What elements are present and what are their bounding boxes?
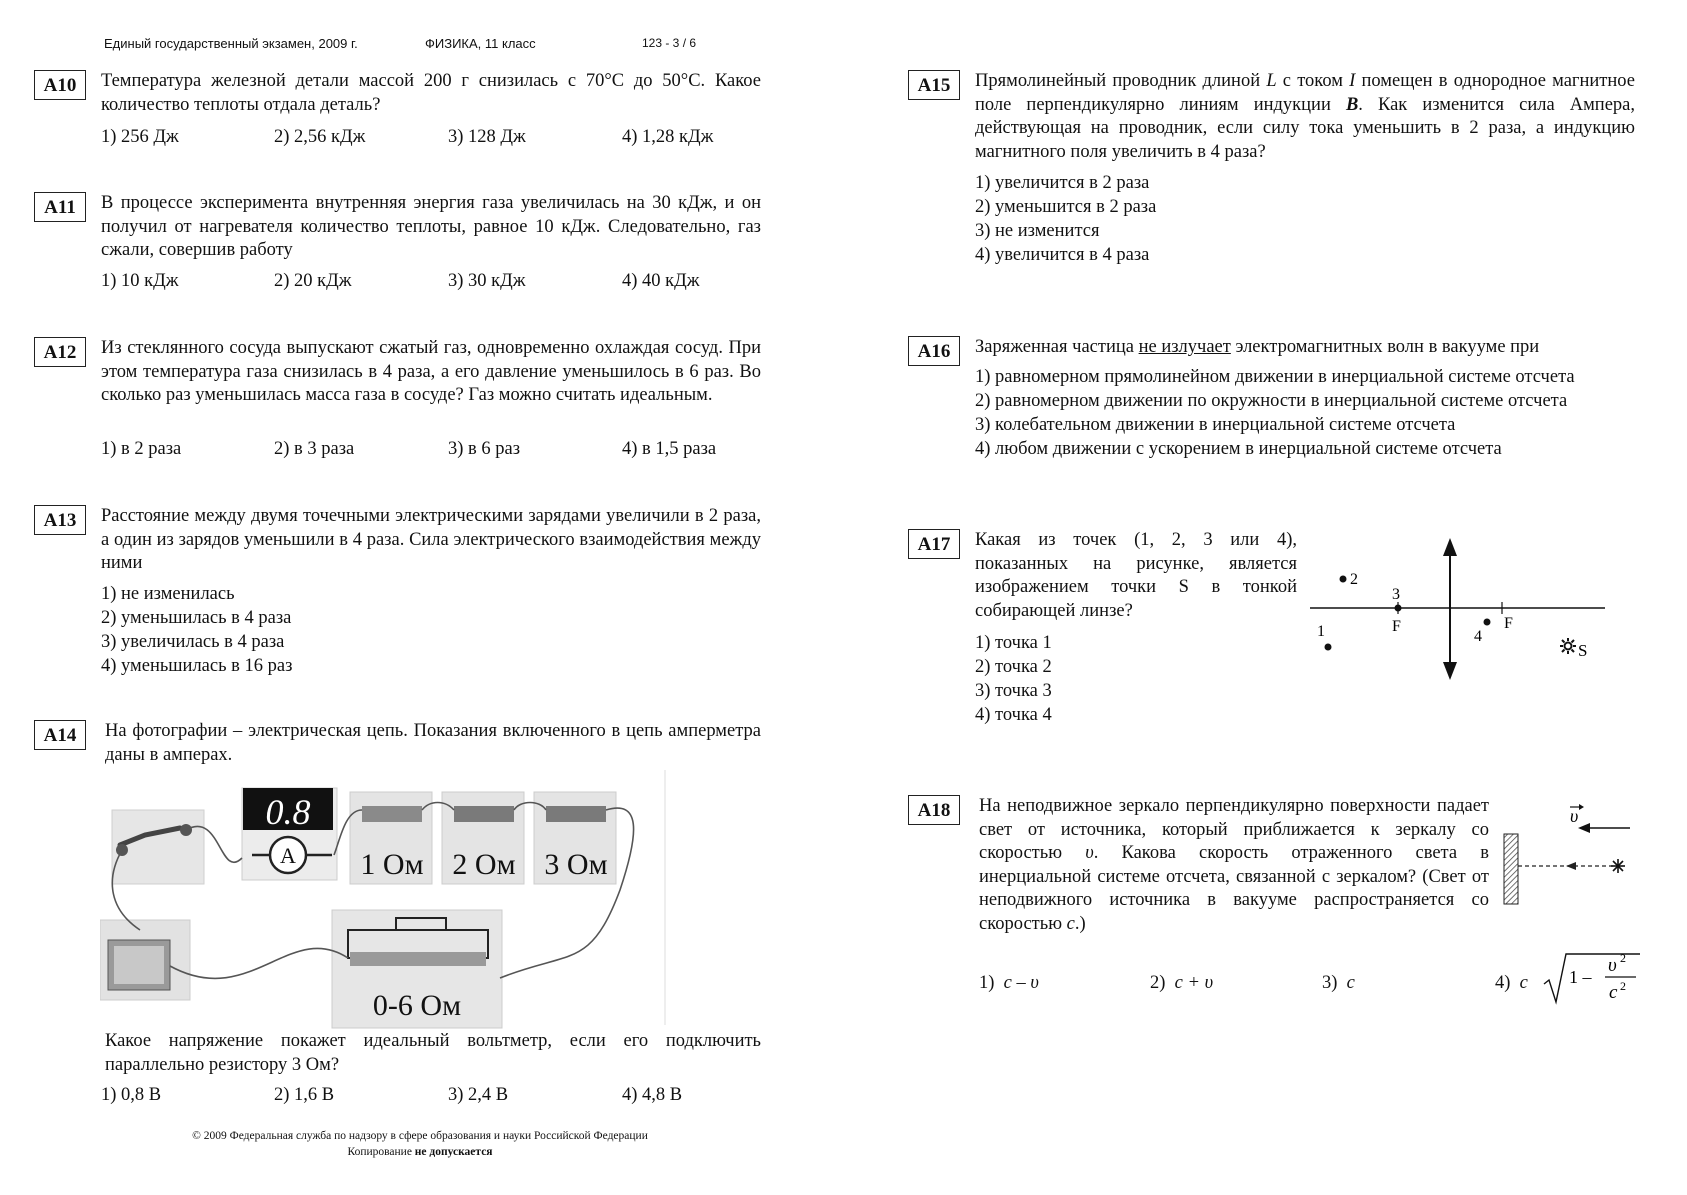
resistor-3 <box>546 806 606 822</box>
resistor-label-2: 2 Ом <box>452 848 516 881</box>
point-4 <box>1484 619 1491 626</box>
question-text-a16: Заряженная частица не излучает электромагнитных волн в вакууме при <box>975 337 1540 357</box>
velocity-arrowhead <box>1578 823 1590 833</box>
answer-a15-2[interactable]: 2) уменьшится в 2 раза <box>975 197 1157 217</box>
resistor-label-1: 1 Ом <box>360 848 424 881</box>
question-label-a10: A10 <box>34 70 86 100</box>
question-label-a14: A14 <box>34 720 86 750</box>
sqrt-formula <box>1542 948 1642 1006</box>
answer-a12-1[interactable]: 1) в 2 раза <box>101 439 182 459</box>
question-label-a16: A16 <box>908 336 960 366</box>
question-label-a11: A11 <box>34 192 86 222</box>
mirror-diagram <box>1496 800 1636 912</box>
page-code: 123 - 3 / 6 <box>642 36 697 50</box>
resistor-1 <box>362 806 422 822</box>
velocity-label: υ <box>1570 806 1579 826</box>
focus-right-label: F <box>1504 615 1513 632</box>
answer-a14-4[interactable]: 4) 4,8 В <box>622 1085 683 1105</box>
answer-a18-3[interactable]: 3) c <box>1322 973 1355 993</box>
answer-a10-4[interactable]: 4) 1,28 кДж <box>622 127 714 147</box>
answer-a13-3[interactable]: 3) увеличилась в 4 раза <box>101 632 285 652</box>
answer-a11-2[interactable]: 2) 20 кДж <box>274 271 352 291</box>
sqrt-denominator-exp: 2 <box>1620 979 1626 993</box>
resistor-2 <box>454 806 514 822</box>
mirror <box>1504 834 1518 904</box>
sqrt-numerator: υ <box>1608 955 1617 976</box>
source-star-icon <box>1560 638 1576 654</box>
resistor-label-3: 3 Ом <box>544 848 608 881</box>
answer-a10-1[interactable]: 1) 256 Дж <box>101 127 179 147</box>
question-text-a17: Какая из точек (1, 2, 3 или 4), показанных на рисунке, является изображением точки S в тонкой собирающей линзе? <box>975 530 1297 621</box>
footer-copyright: © 2009 Федеральная служба по надзору в сфере образования и науки Российской Федерации <box>192 1130 648 1142</box>
answer-a10-2[interactable]: 2) 2,56 кДж <box>274 127 366 147</box>
point-3 <box>1395 605 1402 612</box>
answer-a16-3[interactable]: 3) колебательном движении в инерциальной системе отсчета <box>975 415 1456 435</box>
ammeter-reading: 0.8 <box>265 792 311 832</box>
question-label-a15: A15 <box>908 70 960 100</box>
point-3-label: 3 <box>1392 586 1400 603</box>
focus-left-label: F <box>1392 618 1401 635</box>
rheostat-coil <box>350 952 486 966</box>
answer-a14-1[interactable]: 1) 0,8 В <box>101 1085 162 1105</box>
lens-arrow-top <box>1443 538 1457 556</box>
answer-a13-4[interactable]: 4) уменьшилась в 16 раз <box>101 656 293 676</box>
question-text-a11: В процессе эксперимента внутренняя энергия газа увеличилась на 30 кДж, и он получил от нагревателя количество теплоты, равное 10 кДж. Следовательно, газ сжали, совершив работу <box>101 193 761 260</box>
footer-copy-notice: Копирование не допускается <box>347 1146 493 1158</box>
point-2-label: 2 <box>1350 571 1358 588</box>
answer-a15-3[interactable]: 3) не изменится <box>975 221 1100 241</box>
answer-a18-2[interactable]: 2) c + υ <box>1150 973 1214 993</box>
answer-a13-2[interactable]: 2) уменьшилась в 4 раза <box>101 608 292 628</box>
answer-a12-4[interactable]: 4) в 1,5 раза <box>622 439 717 459</box>
answer-a16-4[interactable]: 4) любом движении с ускорением в инерциальной системе отсчета <box>975 439 1502 459</box>
answer-a14-3[interactable]: 3) 2,4 В <box>448 1085 509 1105</box>
question-label-a12: A12 <box>34 337 86 367</box>
answer-a18-4[interactable]: 4) c <box>1495 973 1528 993</box>
point-4-label: 4 <box>1474 628 1482 645</box>
ammeter-symbol: A <box>280 843 296 868</box>
answer-a13-1[interactable]: 1) не изменилась <box>101 584 235 604</box>
answer-a12-2[interactable]: 2) в 3 раза <box>274 439 355 459</box>
answer-a17-1[interactable]: 1) точка 1 <box>975 633 1052 653</box>
point-2 <box>1340 576 1347 583</box>
exam-title: Единый государственный экзамен, 2009 г. <box>104 36 358 51</box>
question-label-a17: A17 <box>908 529 960 559</box>
answer-a18-1[interactable]: 1) c – υ <box>979 973 1039 993</box>
answer-a10-3[interactable]: 3) 128 Дж <box>448 127 526 147</box>
answer-a11-4[interactable]: 4) 40 кДж <box>622 271 700 291</box>
light-source-icon <box>1611 859 1625 873</box>
sqrt-numerator-exp: 2 <box>1620 951 1626 965</box>
point-1 <box>1325 644 1332 651</box>
answer-a15-1[interactable]: 1) увеличится в 2 раза <box>975 173 1150 193</box>
lens-diagram <box>1300 530 1620 690</box>
sqrt-one-minus: 1 – <box>1569 967 1592 987</box>
question-text-a14-2: Какое напряжение покажет идеальный вольтметр, если его подключить параллельно резистору 3 Ом? <box>105 1031 761 1075</box>
answer-a16-2[interactable]: 2) равномерном движении по окружности в инерциальной системе отсчета <box>975 391 1568 411</box>
question-text-a15: Прямолинейный проводник длиной L с током I помещен в однородное магнитное поле перпендикулярно линиям индукции B. Как изменится сила Ампера, действующая на проводник, если силу тока уменьшить в 2 раза, а индукцию магнитного поля увеличить в 4 раза? <box>975 71 1635 162</box>
point-1-label: 1 <box>1317 623 1325 640</box>
answer-a17-2[interactable]: 2) точка 2 <box>975 657 1052 677</box>
question-label-a13: A13 <box>34 505 86 535</box>
answer-a11-3[interactable]: 3) 30 кДж <box>448 271 526 291</box>
question-text-a12: Из стеклянного сосуда выпускают сжатый газ, одновременно охлаждая сосуд. При этом температура газа снизилась в 4 раза, а его давление уменьшилось в 6 раз. Во сколько раз уменьшилась масса газа в сосуде? Газ можно считать идеальным. <box>101 338 761 405</box>
ray-arrow <box>1566 862 1576 870</box>
question-text-a10: Температура железной детали массой 200 г снизилась с 70°C до 50°C. Какое количество теплоты отдала деталь? <box>101 71 761 115</box>
answer-a11-1[interactable]: 1) 10 кДж <box>101 271 179 291</box>
question-text-a13: Расстояние между двумя точечными электрическими зарядами увеличили в 2 раза, а один из зарядов уменьшили в 4 раза. Сила электрического взаимодействия между ними <box>101 506 761 573</box>
answer-a17-3[interactable]: 3) точка 3 <box>975 681 1052 701</box>
answer-a16-1[interactable]: 1) равномерном прямолинейном движении в инерциальной системе отсчета <box>975 367 1575 387</box>
lens-arrow-bottom <box>1443 662 1457 680</box>
subject-title: ФИЗИКА, 11 класс <box>425 36 536 51</box>
answer-a15-4[interactable]: 4) увеличится в 4 раза <box>975 245 1150 265</box>
answer-a17-4[interactable]: 4) точка 4 <box>975 705 1052 725</box>
answer-a14-2[interactable]: 2) 1,6 В <box>274 1085 335 1105</box>
sqrt-denominator: c <box>1609 982 1618 1003</box>
question-text-a14: На фотографии – электрическая цепь. Показания включенного в цепь амперметра даны в амперах. <box>105 721 761 765</box>
circuit-photo <box>100 770 670 1032</box>
question-label-a18: A18 <box>908 795 960 825</box>
answer-a12-3[interactable]: 3) в 6 раз <box>448 439 521 459</box>
source-label: S <box>1578 641 1588 660</box>
rheostat-label: 0-6 Ом <box>372 989 462 1022</box>
question-text-a18: На неподвижное зеркало перпендикулярно поверхности падает свет от источника, который приближается к зеркалу со скоростью υ. Какова скорость отраженного света в инерциальной системе отсчета, связанной с зеркалом? (Свет от неподвижного источника в вакууме распространяется со скоростью c.) <box>979 796 1489 934</box>
